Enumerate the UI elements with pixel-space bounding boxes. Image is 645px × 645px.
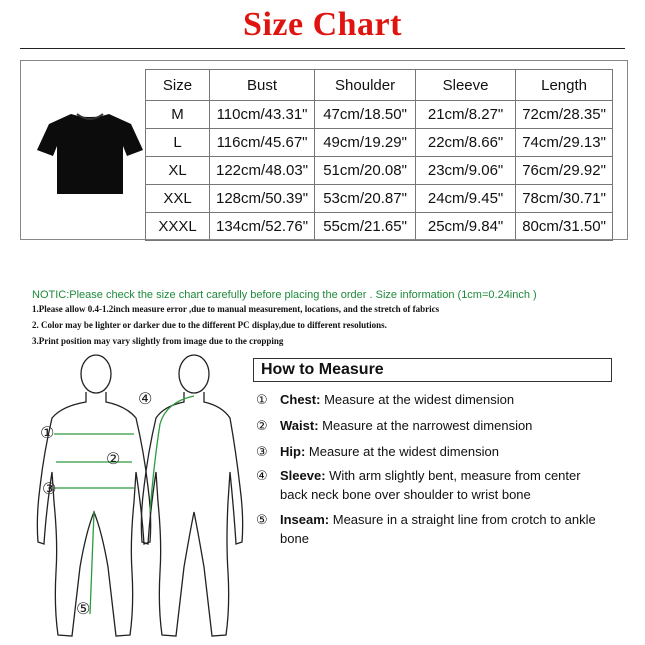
table-row: [146, 129, 613, 157]
item-label: Waist:: [280, 418, 319, 433]
header-sleeve: Sleeve: [416, 70, 516, 101]
cell-bust: 128cm/50.39": [210, 185, 315, 213]
marker-hip: ③: [42, 481, 57, 498]
cell-shoulder: 55cm/21.65": [315, 213, 416, 241]
item-label: Hip:: [280, 444, 306, 459]
size-table: [145, 69, 613, 241]
cell-bust: 116cm/45.67": [210, 129, 315, 157]
cell-bust: 134cm/52.76": [210, 213, 315, 241]
header-size: Size: [146, 70, 210, 101]
note-color: 2. Color may be lighter or darker due to the different PC display,due to different resolutions.: [32, 320, 387, 330]
page-title: Size Chart: [243, 6, 402, 43]
cell-shoulder: 47cm/18.50": [315, 101, 416, 129]
header-length: Length: [516, 70, 613, 101]
how-to-measure-title: How to Measure: [261, 361, 384, 378]
item-number: ④: [256, 468, 268, 483]
cell-bust: 122cm/48.03": [210, 157, 315, 185]
cell-sleeve: 21cm/8.27": [416, 101, 516, 129]
item-text: Measure at the widest dimension: [320, 392, 515, 407]
marker-chest: ①: [40, 425, 55, 442]
note-measure-error: 1.Please allow 0.4-1.2inch measure error ,due to manual measurement, locations, and the stretch of fabrics: [32, 304, 440, 314]
back-body-figure: [141, 355, 242, 636]
cell-shoulder: 49cm/19.29": [315, 129, 416, 157]
title-divider: [20, 48, 625, 49]
table-header-row: [146, 70, 613, 101]
marker-inseam: ⑤: [76, 601, 91, 618]
header-shoulder: Shoulder: [315, 70, 416, 101]
item-number: ①: [256, 392, 268, 407]
how-to-measure-header: [253, 358, 612, 382]
item-text: With arm slightly bent, measure from center back neck bone over shoulder to wrist bone: [280, 468, 581, 502]
cell-sleeve: 25cm/9.84": [416, 213, 516, 241]
table-row: [146, 185, 613, 213]
size-chart-panel: [20, 60, 628, 240]
body-measurement-figures: [14, 352, 249, 645]
cell-sleeve: 23cm/9.06": [416, 157, 516, 185]
cell-length: 78cm/30.71": [516, 185, 613, 213]
item-text: Measure in a straight line from crotch to ankle bone: [280, 512, 596, 546]
marker-sleeve: ④: [138, 391, 153, 408]
cell-length: 72cm/28.35": [516, 101, 613, 129]
cell-shoulder: 51cm/20.08": [315, 157, 416, 185]
cell-length: 80cm/31.50": [516, 213, 613, 241]
cell-size: XL: [146, 157, 210, 185]
item-number: ③: [256, 444, 268, 459]
cell-sleeve: 24cm/9.45": [416, 185, 516, 213]
cell-size: M: [146, 101, 210, 129]
cell-sleeve: 22cm/8.66": [416, 129, 516, 157]
item-text: Measure at the narrowest dimension: [318, 418, 533, 433]
cell-size: XXL: [146, 185, 210, 213]
table-row: [146, 157, 613, 185]
table-row: [146, 101, 613, 129]
front-measure-lines: [54, 434, 134, 614]
cell-size: XXXL: [146, 213, 210, 241]
cell-shoulder: 53cm/20.87": [315, 185, 416, 213]
cell-bust: 110cm/43.31": [210, 101, 315, 129]
notice-text: NOTIC:Please check the size chart carefully before placing the order . Size information (1cm=0.24inch ): [32, 289, 537, 301]
table-row: [146, 213, 613, 241]
header-bust: Bust: [210, 70, 315, 101]
marker-waist: ②: [106, 451, 121, 468]
item-number: ②: [256, 418, 268, 433]
cell-size: L: [146, 129, 210, 157]
tshirt-image: [35, 106, 145, 196]
note-print-position: 3.Print position may vary slightly from image due to the cropping: [32, 336, 284, 346]
item-label: Chest:: [280, 392, 321, 407]
sleeve-measure-line: [150, 396, 194, 512]
cell-length: 74cm/29.13": [516, 129, 613, 157]
item-number: ⑤: [256, 512, 268, 527]
item-text: Measure at the widest dimension: [305, 444, 499, 459]
item-label: Inseam:: [280, 512, 330, 527]
cell-length: 76cm/29.92": [516, 157, 613, 185]
item-label: Sleeve:: [280, 468, 326, 483]
